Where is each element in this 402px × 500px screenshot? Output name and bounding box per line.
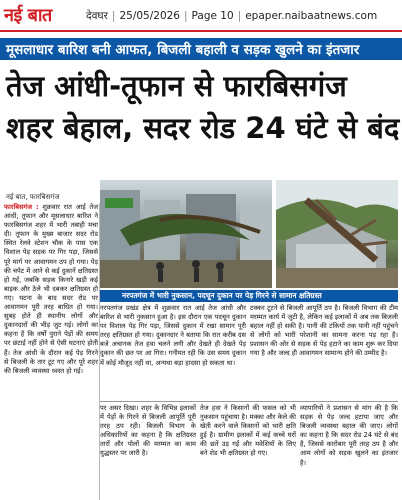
- fallen-tree-illustration: [276, 180, 398, 288]
- fallen-tree-shop-photo: [276, 180, 398, 288]
- divider: |: [184, 10, 188, 22]
- divider: |: [237, 10, 242, 22]
- logo-text: नई बात: [4, 5, 52, 26]
- article-column-middle-1: नरपतगंज प्रखंड क्षेत्र में शुक्रवार रात आई तेज आंधी और बारिश से भारी नुकसान हुआ है। इस दौरान एक पदचून दुकान पर विशाल पेड़ गिर पड़ा, जिससे दुकान में रखा सामान पूरी तरह क्षतिग्रस्त हो गया। दुकानदार ने बताया कि रात करीब दस बजे अचानक तेज हवा चलने लगी और देखते ही देखते पेड़ दुकान की छत पर आ गिरा। गनीमत रही कि उस समय दुकान में कोई मौजूद नहीं था, अन्यथा बड़ा हादसा हो सकता था।: [100, 304, 246, 367]
- article-column-bottom-2: तेज हवा ने किसानों की फसल को भी नुकसान पहुंचाया है। मक्का और केले की खेती करने वाले किसानों को भारी क्षति हुई है। ग्रामीण इलाकों में कई कच्चे घरों की छतें उड़ गईं और मवेशियों के लिए बने शेड भी क्षतिग्रस्त हो गए।: [200, 404, 296, 458]
- article-column-middle-2: टक्कर टूटने से बिजली आपूर्ति ठप है। बिजली विभाग की टीम मरम्मत कार्य में जुटी है, लेकिन कई इलाकों में अब तक बिजली बहाल नहीं हो सकी है। पानी की टंकियों तक पानी नहीं पहुंचने से लोगों को भारी परेशानी का सामना करना पड़ रहा है। प्रशासन की ओर से सड़क से पेड़ हटाने का काम शुरू कर दिया गया है और जल्द ही आवागमन सामान्य होने की उम्मीद है।: [250, 304, 398, 358]
- dateline: [84, 9, 379, 23]
- divider: |: [111, 10, 116, 22]
- byline: नई बात, फारबिसगंज: [6, 193, 60, 201]
- article-column-bottom-3: व्यापारियों ने प्रशासन से मांग की है कि सड़क से पेड़ जल्द हटाया जाए और बिजली व्यवस्था बहाल की जाए। लोगों का कहना है कि सदर रोड 24 घंटे से बंद है, जिससे कारोबार पूरी तरह ठप है और आम लोगों को सड़क खुलने का इंतजार है।: [300, 404, 398, 467]
- issue-date: 25/05/2026: [119, 10, 180, 22]
- section-rule: [100, 401, 398, 402]
- article-column-bottom-1: पर असर दिखा। शहर के विभिन्न इलाकों में पेड़ों के गिरने से बिजली आपूर्ति पूरी तरह ठप रही। बिजली विभाग के अधिकारियों का कहना है कि क्षतिग्रस्त तारों और पोलों की मरम्मत का काम युद्धस्तर पर जारी है।: [100, 404, 196, 458]
- kicker-banner: मूसलाधार बारिश बनी आफत, बिजली बहाली व सड़क खुलने का इंतजार: [0, 38, 402, 60]
- masthead: [0, 0, 402, 32]
- edition-name: देवघर: [86, 10, 108, 22]
- street-damage-illustration: [100, 180, 272, 288]
- photo-caption: नरपतगंज में भारी नुकसान, पदचून दुकान पर पेड़ गिरने से सामान क्षतिग्रस्त: [100, 290, 398, 302]
- article-column-left: [4, 203, 98, 376]
- newspaper-logo: [4, 2, 64, 28]
- page-number: Page 10: [191, 10, 234, 22]
- dateline-place: फारबिसगंज :: [4, 203, 39, 211]
- street-damage-photo: [100, 180, 272, 288]
- headline-line-1: तेज आंधी-तूफान से फारबिसगंज: [6, 69, 347, 103]
- epaper-site[interactable]: epaper.naibaatnews.com: [245, 10, 378, 22]
- column-left-text: शुक्रवार रात आई तेज आंधी, तूफान और मूसलाधार बारिश ने फारबिसगंज शहर में भारी तबाही मचा दी। तूफान के मुख्य बाजार सदर रोड स्थित रेलवे स्टेशन चौक के पास एक विशाल पेड़ सड़क पर गिर पड़ा, जिससे पूरे मार्ग पर आवागमन ठप हो गया। पेड़ की चपेट में आने से कई दुकानें क्षतिग्रस्त हो गईं, जबकि सड़क किनारे खड़ी कई बाइक और ठेले भी दबकर क्षतिग्रस्त हो गए। घटना के बाद सदर रोड पर आवागमन पूरी तरह बाधित हो गया। सुबह होते ही स्थानीय लोगों और दुकानदारों की भीड़ जुट गई। लोगों का कहना है कि वर्षों पुराने पेड़ों की समय पर छंटाई नहीं होने से ऐसी घटनाएं होती हैं। तेज आंधी के दौरान कई पेड़ गिरने से बिजली के तार टूट गए और पूरे शहर की बिजली व्यवस्था ध्वस्त हो गई।: [4, 203, 98, 375]
- photo-strip: [100, 180, 398, 288]
- headline-line-2: शहर बेहाल, सदर रोड 24 घंटे से बंद: [6, 111, 400, 145]
